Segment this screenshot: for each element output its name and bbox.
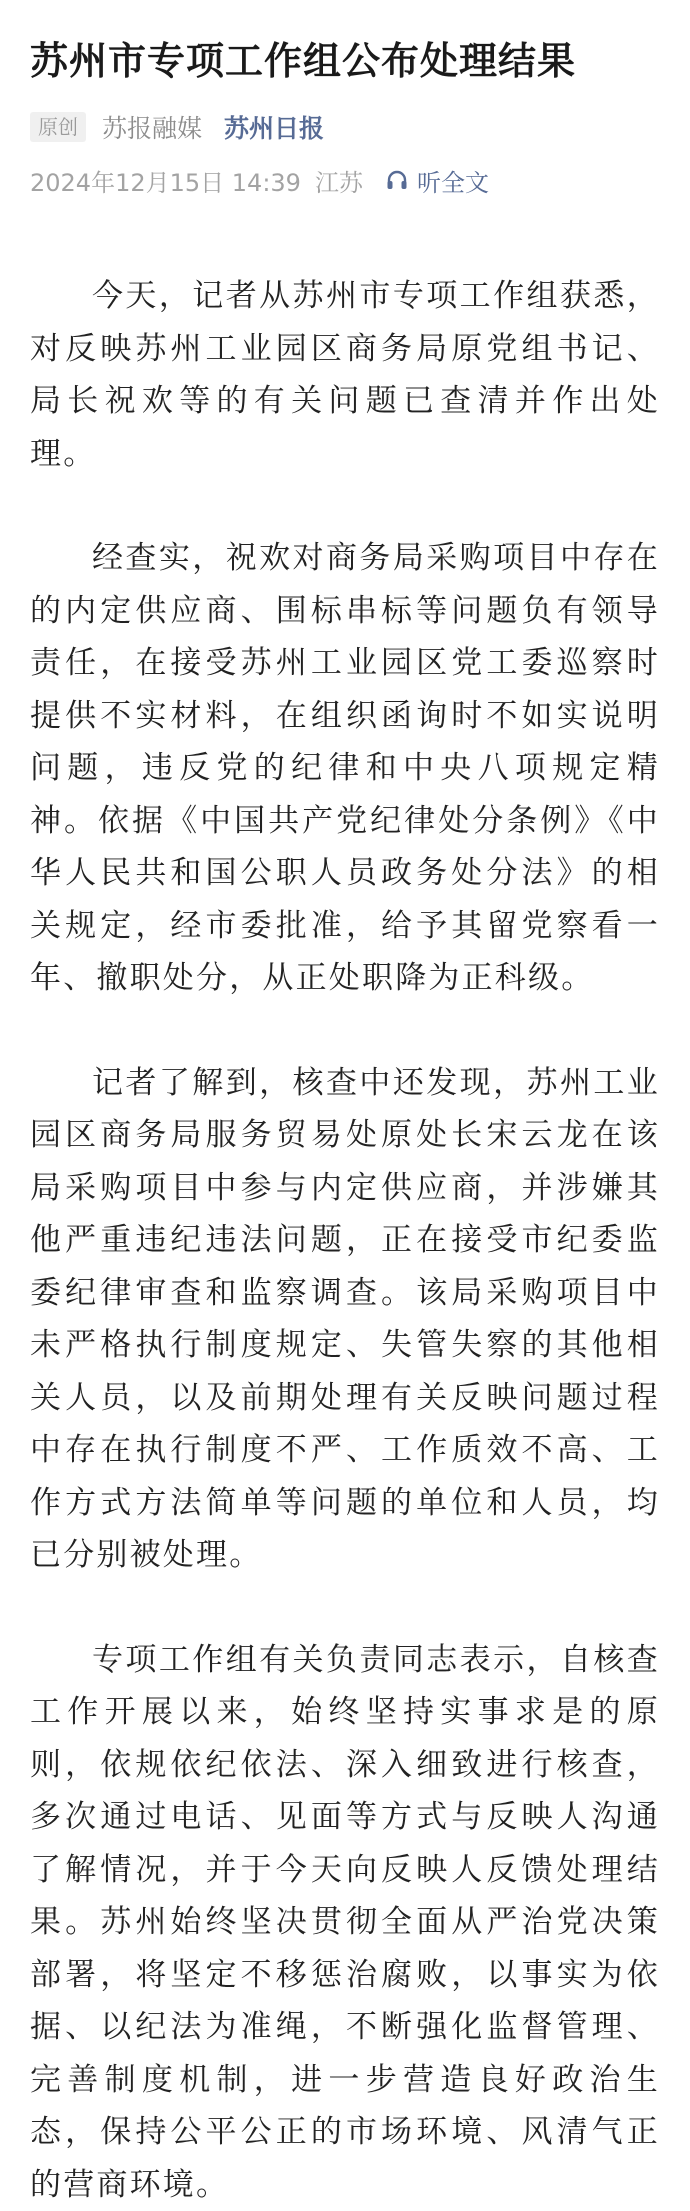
source-name: 苏报融媒: [102, 109, 202, 145]
publish-region: 江苏: [315, 163, 363, 198]
account-link[interactable]: 苏州日报: [224, 109, 324, 145]
headphone-icon: [385, 168, 409, 192]
original-tag: 原创: [30, 112, 86, 142]
listen-label: 听全文: [417, 163, 489, 198]
publish-date: 2024年12月15日 14:39: [30, 163, 301, 198]
article-info: [30, 164, 660, 196]
article-body: [30, 270, 660, 2211]
paragraph: 今天，记者从苏州市专项工作组获悉，对反映苏州工业园区商务局原党组书记、局长祝欢等的有关问题已查清并作出处理。: [30, 270, 660, 480]
paragraph: 专项工作组有关负责同志表示，自核查工作开展以来，始终坚持实事求是的原则，依规依纪依法、深入细致进行核查，多次通过电话、见面等方式与反映人沟通了解情况，并于今天向反映人反馈处理结果。苏州始终坚决贯彻全面从严治党决策部署，将坚定不移惩治腐败，以事实为依据、以纪法为准绳，不断强化监督管理、完善制度机制，进一步营造良好政治生态，保持公平公正的市场环境、风清气正的营商环境。: [30, 1634, 660, 2211]
listen-button[interactable]: [385, 163, 489, 198]
article-meta: [30, 110, 660, 144]
paragraph: 经查实，祝欢对商务局采购项目中存在的内定供应商、围标串标等问题负有领导责任，在接受苏州工业园区党工委巡察时提供不实材料，在组织函询时不如实说明问题，违反党的纪律和中央八项规定精神。依据《中国共产党纪律处分条例》《中华人民共和国公职人员政务处分法》的相关规定，经市委批准，给予其留党察看一年、撤职处分，从正处职降为正科级。: [30, 532, 660, 1005]
article-title: 苏州市专项工作组公布处理结果: [30, 34, 660, 88]
paragraph: 记者了解到，核查中还发现，苏州工业园区商务局服务贸易处原处长宋云龙在该局采购项目中参与内定供应商，并涉嫌其他严重违纪违法问题，正在接受市纪委监委纪律审查和监察调查。该局采购项目中未严格执行制度规定、失管失察的其他相关人员，以及前期处理有关反映问题过程中存在执行制度不严、工作质效不高、工作方式方法简单等问题的单位和人员，均已分别被处理。: [30, 1057, 660, 1582]
